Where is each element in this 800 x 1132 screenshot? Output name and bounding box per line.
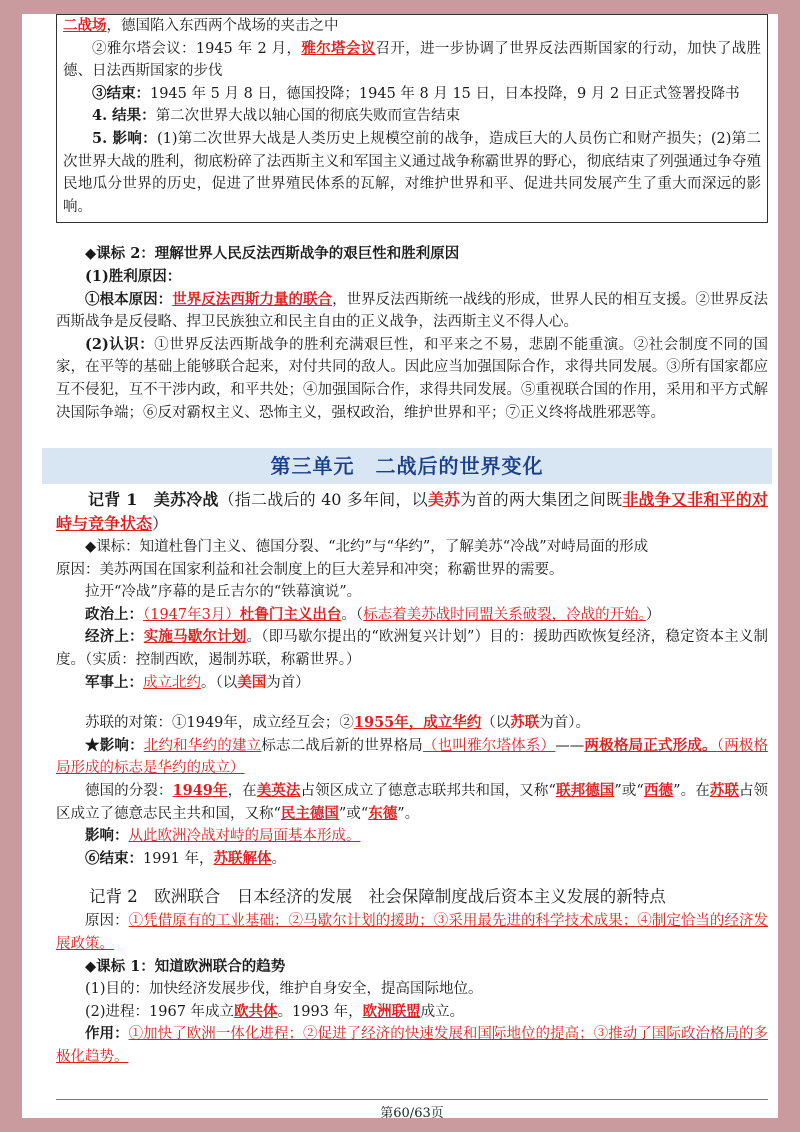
- impact-line: [56, 735, 768, 780]
- label: 原因：: [85, 913, 129, 930]
- term: 成立北约: [143, 674, 201, 691]
- text: 。（以: [201, 674, 238, 691]
- box-line-4: [63, 105, 761, 128]
- term: 西德: [643, 782, 674, 800]
- term-union: 世界反法西斯力量的联合: [172, 290, 333, 308]
- box-line-5: [63, 128, 761, 218]
- iron-curtain: 拉开“冷战”序幕的是丘吉尔的“铁幕演说”。: [85, 584, 362, 601]
- text: 1991 年，: [143, 850, 214, 867]
- text: （指二战后的 40 多年间，以: [218, 490, 428, 510]
- box-line-3: [63, 83, 761, 106]
- term: 从此欧洲冷战对峙的局面基本形成。: [128, 828, 361, 845]
- text: (1)第二次世界大战是人类历史上规模空前的战争，造成巨大的人员伤亡和财产损失；(2)第二次世界大战的胜利，彻底粉碎了法西斯主义和军国主义通过战争称霸世界的野心，彻底结束了列强通过争夺殖民地瓜分世界的历史，促进了世界殖民体系的瓦解，对维护世界和平、促进共同发展产生了重大而深远的影响。: [63, 130, 762, 215]
- military-line: [56, 672, 768, 695]
- text: ”。在: [673, 783, 710, 800]
- label: 经济上：: [85, 628, 144, 646]
- page-content: [56, 14, 768, 1069]
- box-line-1: [63, 15, 761, 38]
- term: （两极格局形成的标志是华约的成立）: [56, 737, 769, 777]
- text: 为首的两大集团之间既: [460, 490, 623, 510]
- soviet-response: [56, 712, 768, 735]
- term: 美英法: [256, 782, 301, 800]
- document-page: [22, 14, 778, 1121]
- text: ①世界反法西斯战争的胜利充满艰巨性，和平来之不易，悲剧不能重演。②社会制度不同的国家，在平等的基础上能够联合起来，对付共同的敌人。因此应当加强国际合作，求得共同发展。③所有国家都应互不侵犯，互不干涉内政，和平共处；④加强国际合作，求得共同发展。⑤重视联合国的作用，采用和平方式解决国际争端；⑥反对霸权主义、恐怖主义，强权政治，维护世界和平；⑦正义终将战胜邪恶等。: [56, 336, 769, 421]
- term: 实施马歇尔计划: [143, 628, 247, 646]
- text: ”或“: [338, 805, 369, 822]
- kebiao-2-title: ◆课标 2：理解世界人民反法西斯战争的艰巨性和胜利原因: [85, 245, 460, 263]
- term: 非战争又非和平的对峙与竞争状态: [56, 490, 768, 534]
- label: 军事上：: [85, 673, 143, 691]
- reason-1: [56, 289, 768, 334]
- text: 苏联的对策：①1949年，成立经互会；②: [85, 715, 354, 732]
- term: 1955年，成立华约: [353, 714, 482, 732]
- cold-war-cause: 原因：美苏两国在国家利益和社会制度上的巨大差异和冲突；称霸世界的需要。: [56, 561, 564, 578]
- page-footer: [56, 1099, 768, 1121]
- term: 欧共体: [234, 1002, 278, 1020]
- label: 德国的分裂：: [85, 783, 173, 800]
- text: 。（即马歇尔提出的“欧洲复兴计划”）目的：援助西欧恢复经济，稳定资本主义制度。（实质：控制西欧，遏制苏联，称霸世界。）: [56, 629, 769, 669]
- text: 占领区成立了德意志民主共和国，又称“: [56, 783, 769, 822]
- kebiao-cold-war: ◆课标：知道杜鲁门主义、德国分裂、“北约”与“华约”，了解美苏“冷战”对峙局面的形成: [85, 539, 649, 556]
- box-line-2: [63, 38, 761, 83]
- text: 成立。: [420, 1003, 465, 1020]
- kebiao-1-europe: ◆课标 1：知道欧洲联合的趋势: [85, 957, 286, 975]
- term: ①加快了欧洲一体化进程；②促进了经济的快速发展和国际地位的提高；③推动了国际政治格局的多极化趋势。: [56, 1026, 769, 1065]
- text: (2)进程：1967 年成立: [85, 1003, 235, 1020]
- term: 标志着美苏战时同盟关系破裂，冷战的开始。: [363, 606, 646, 623]
- term: 东德: [368, 804, 398, 822]
- text: ”。: [397, 805, 420, 822]
- jibei-1-line: [56, 488, 768, 536]
- reason-2: [56, 334, 768, 424]
- text: ——: [555, 737, 585, 754]
- text: 为首）。: [539, 715, 591, 732]
- jibei-1-heading: 记背 1 美苏冷战: [88, 490, 219, 510]
- term-yalta: 雅尔塔会议: [301, 39, 376, 57]
- victory-reasons-heading: (1)胜利原因：: [85, 267, 182, 285]
- label: ★影响：: [85, 736, 144, 754]
- label: 影响：: [85, 827, 129, 845]
- label: ①根本原因：: [85, 290, 173, 308]
- text: 第二次世界大战以轴心国的彻底失败而宣告结束: [155, 108, 461, 125]
- europe-purpose: (1)目的：加快经济发展步伐，维护自身安全，提高国际地位。: [85, 981, 483, 998]
- term: 1949年: [172, 782, 228, 800]
- term: 苏联解体: [213, 849, 272, 867]
- label: 作用：: [85, 1025, 129, 1043]
- text: （以: [481, 715, 511, 732]
- politics-line: [56, 604, 768, 627]
- text: ，在: [227, 783, 257, 800]
- summary-box: [56, 14, 768, 223]
- germany-split: [56, 780, 768, 825]
- text: 。: [271, 850, 287, 867]
- term: 美国: [237, 673, 267, 691]
- term: 苏联: [709, 782, 739, 800]
- text: ）: [645, 606, 661, 623]
- impact-2-line: [56, 825, 768, 848]
- term: 联邦德国: [555, 782, 615, 800]
- text: 1945 年 5 月 8 日，德国投降；1945 年 8 月 15 日，日本投降，9 月 2 日正式签署投降书: [150, 85, 740, 102]
- term: 美苏: [427, 490, 461, 510]
- text: ）: [152, 514, 169, 534]
- economy-line: [56, 626, 768, 671]
- term: ①凭借原有的工业基础；②马歇尔计划的援助；③采用最先进的科学技术成果；④制定恰当的经济发展政策。: [56, 913, 769, 952]
- label: 政治上：: [85, 605, 143, 623]
- text: 召开，进一步协调了世界反法西斯国家的行动，加快了战胜德、日法西斯国家的步伐: [63, 40, 762, 80]
- label: (2)认识：: [85, 335, 155, 353]
- text: ”或“: [614, 783, 644, 800]
- text: 。1993 年，: [277, 1003, 363, 1020]
- unit-3-banner: 第三单元 二战后的世界变化: [42, 448, 772, 484]
- europe-process: [56, 1001, 768, 1024]
- term: 苏联: [510, 714, 540, 732]
- label: 5. 影响：: [92, 129, 157, 147]
- text: ，世界反法西斯统一战线的形成，世界人民的相互支援。②世界反法西斯战争是反侵略、捍卫民族独立和民主自由的正义战争，法西斯主义不得人心。: [56, 291, 769, 331]
- text: 为首）: [266, 674, 310, 691]
- term: 民主德国: [280, 804, 339, 822]
- text: ，德国陷入东西两个战场的夹击之中: [106, 18, 339, 34]
- end-line: [56, 848, 768, 871]
- text: 。（: [341, 606, 364, 623]
- jibei-2-reasons: [56, 910, 768, 955]
- term: 两极格局正式形成。: [584, 736, 717, 754]
- term: 杜鲁门主义出台: [239, 605, 342, 623]
- jibei-2-heading: 记背 2 欧洲联合 日本经济的发展 社会保障制度战后资本主义发展的新特点: [89, 887, 666, 907]
- term: （也叫雅尔塔体系）: [422, 737, 556, 754]
- europe-role: [56, 1023, 768, 1068]
- term: （1947年3月）: [143, 606, 240, 623]
- label: ⑥结束：: [85, 849, 143, 867]
- term: 欧洲联盟: [362, 1002, 421, 1020]
- text: 标志二战后新的世界格局: [261, 737, 423, 754]
- label: 4. 结果：: [92, 107, 156, 125]
- page-number: 第60/63页: [380, 1106, 444, 1121]
- label: ③结束：: [92, 84, 150, 102]
- text: 占领区成立了德意志联邦共和国，又称“: [300, 783, 556, 800]
- term-second-front: 二战场: [63, 17, 107, 34]
- term: 北约和华约的建立: [143, 737, 262, 754]
- text: ②雅尔塔会议：1945 年 2 月，: [92, 40, 302, 57]
